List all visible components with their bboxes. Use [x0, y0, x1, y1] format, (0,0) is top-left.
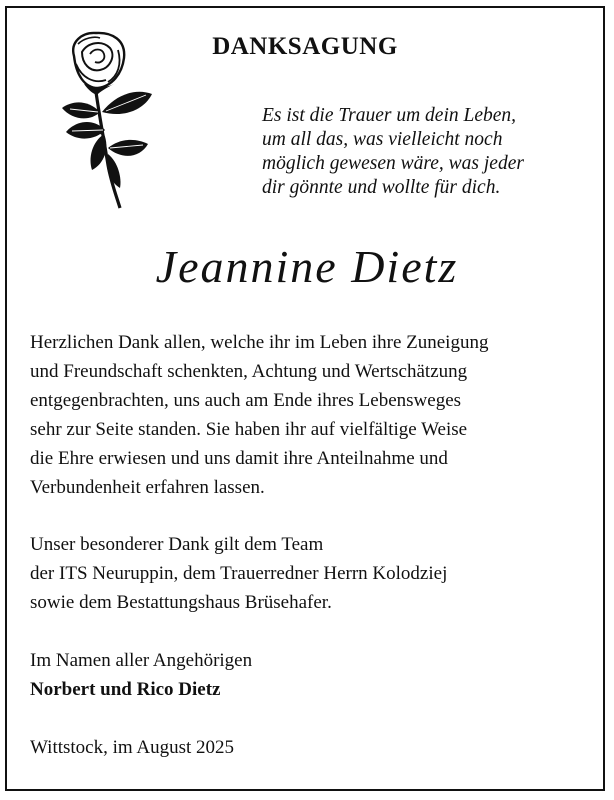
thanks-line: die Ehre erwiesen und uns damit ihre Anteilnahme und	[30, 448, 448, 469]
special-thanks-line: sowie dem Bestattungshaus Brüsehafer.	[30, 592, 332, 613]
memorial-quote	[262, 104, 592, 200]
quote-line: um all das, was vielleicht noch	[262, 129, 503, 150]
special-thanks-paragraph	[30, 530, 600, 617]
thanks-paragraph	[30, 328, 600, 502]
signature-intro: Im Namen aller Angehörigen	[30, 650, 253, 671]
quote-line: möglich gewesen wäre, was jeder	[262, 153, 524, 174]
deceased-name: Jeannine Dietz	[155, 241, 459, 292]
thanks-line: und Freundschaft schenkten, Achtung und Wertschätzung	[30, 361, 468, 382]
rose-icon	[48, 30, 158, 212]
special-thanks-line: Unser besonderer Dank gilt dem Team	[30, 534, 324, 555]
quote-line: Es ist die Trauer um dein Leben,	[262, 105, 517, 126]
thanks-line: sehr zur Seite standen. Sie haben ihr auf vielfältige Weise	[30, 419, 468, 440]
place-date: Wittstock, im August 2025	[30, 737, 235, 758]
special-thanks-line: der ITS Neuruppin, dem Trauerredner Herrn Kolodziej	[30, 563, 448, 584]
signature-names: Norbert und Rico Dietz	[30, 679, 221, 700]
signature-block	[30, 646, 600, 704]
notice-heading: DANKSAGUNG	[212, 33, 398, 60]
thanks-line: Verbundenheit erfahren lassen.	[30, 477, 265, 498]
thanks-line: Herzlichen Dank allen, welche ihr im Leben ihre Zuneigung	[30, 332, 489, 353]
thanks-line: entgegenbrachten, uns auch am Ende ihres Lebensweges	[30, 390, 462, 411]
quote-line: dir gönnte und wollte für dich.	[262, 177, 501, 198]
